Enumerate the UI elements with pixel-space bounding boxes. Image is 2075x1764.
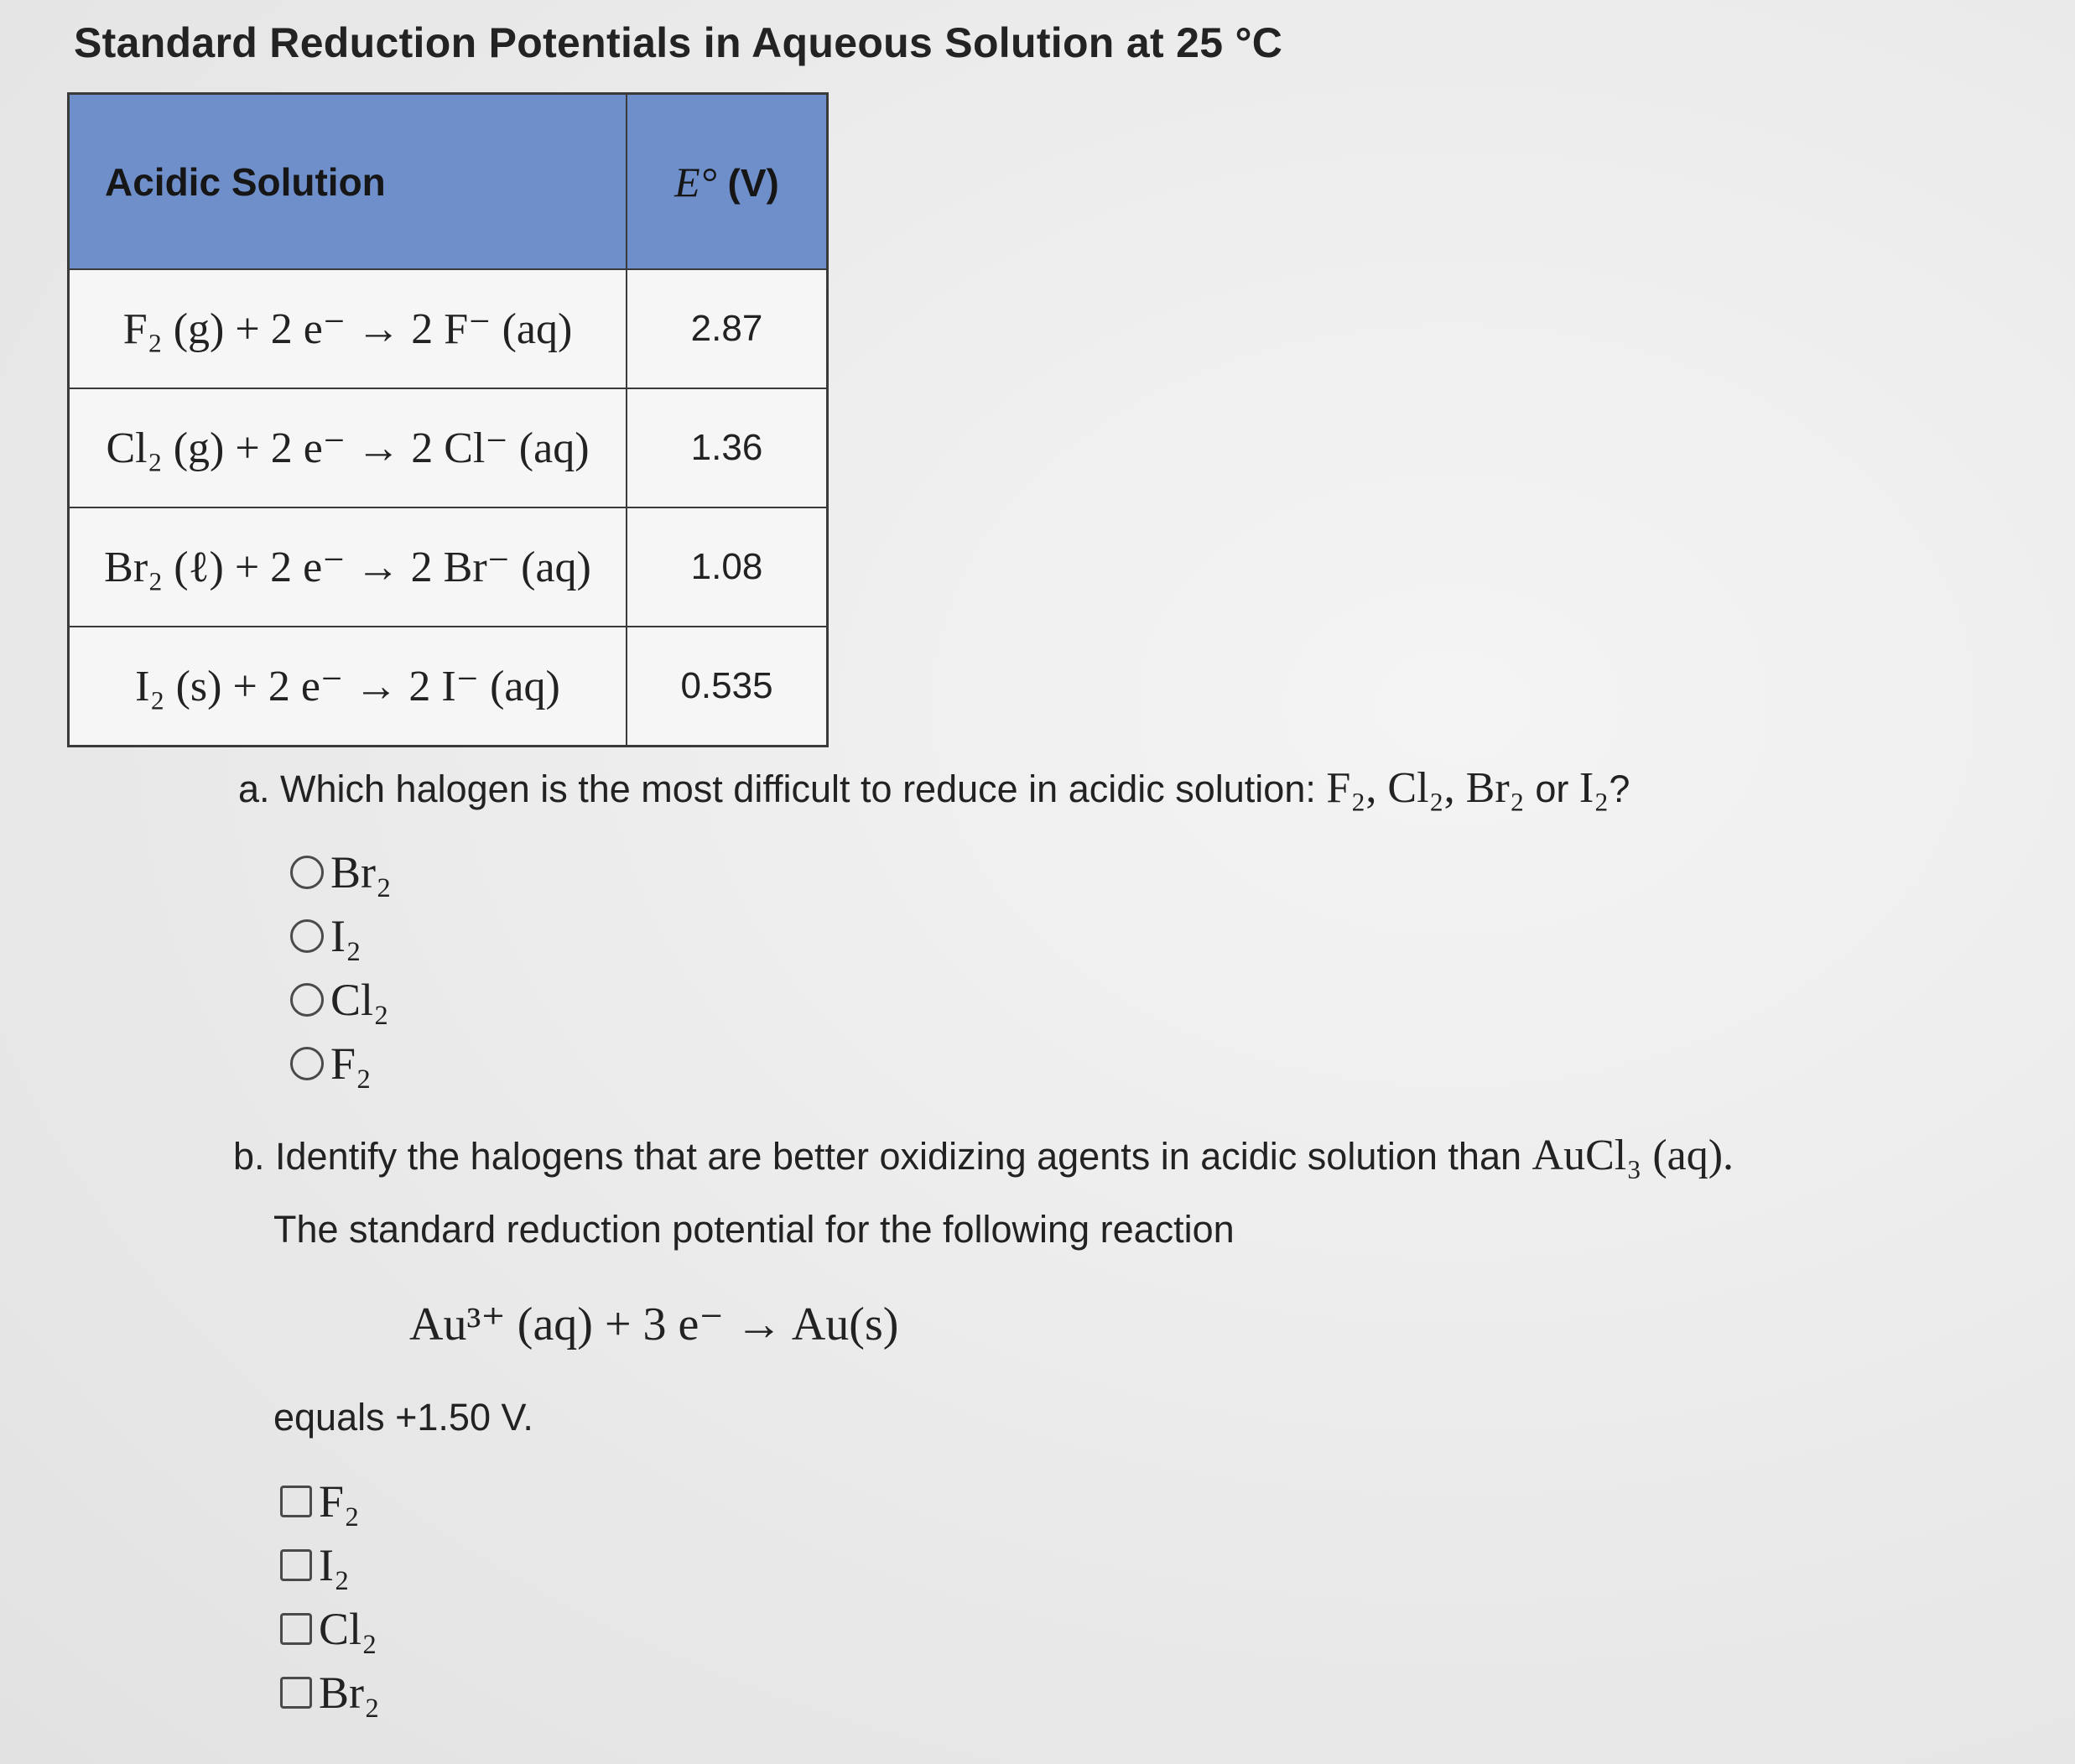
question-a-or: or: [1535, 768, 1569, 810]
question-b-options: [280, 1470, 380, 1725]
checkbox-option-f2[interactable]: [280, 1470, 380, 1533]
checkbox[interactable]: [280, 1677, 312, 1709]
checkbox[interactable]: [280, 1613, 312, 1645]
reaction-cell: Br₂ (ℓ) + 2 e⁻ → 2 Br⁻ (aq): [69, 507, 627, 627]
question-b-line2: The standard reduction potential for the following reaction: [273, 1208, 1235, 1251]
question-a-text: a. Which halogen is the most difficult to reduce in acidic solution:: [238, 768, 1316, 810]
reaction-cell: F₂ (g) + 2 e⁻ → 2 F⁻ (aq): [69, 269, 627, 388]
question-b-text: b. Identify the halogens that are better oxidizing agents in acidic solution than: [233, 1135, 1521, 1178]
page-title: Standard Reduction Potentials in Aqueous Solution at 25 °C: [74, 19, 1283, 66]
question-a-prompt: [238, 763, 1630, 813]
radio-option-br2[interactable]: [290, 840, 392, 904]
radio-option-i2[interactable]: [290, 904, 392, 968]
potential-cell: 1.36: [627, 388, 828, 507]
table-row: [69, 627, 828, 747]
header-acidic-solution: Acidic Solution: [69, 94, 627, 270]
e-standard-symbol: E°: [674, 158, 717, 206]
checkbox[interactable]: [280, 1486, 312, 1517]
question-b-compound: AuCl₃ (aq).: [1532, 1132, 1734, 1179]
reaction-cell: Cl₂ (g) + 2 e⁻ → 2 Cl⁻ (aq): [69, 388, 627, 507]
checkbox-option-i2[interactable]: [280, 1533, 380, 1597]
gold-reduction-reaction: Au³⁺ (aq) + 3 e⁻ → Au(s): [409, 1298, 899, 1350]
option-label: I₂: [319, 1540, 350, 1590]
potential-cell: 0.535: [627, 627, 828, 747]
checkbox-option-cl2[interactable]: [280, 1597, 380, 1661]
option-label: F₂: [319, 1476, 360, 1527]
e-unit-label: (V): [716, 160, 779, 205]
potential-cell: 1.08: [627, 507, 828, 627]
reaction-cell: I₂ (s) + 2 e⁻ → 2 I⁻ (aq): [69, 627, 627, 747]
radio-button[interactable]: [290, 1047, 324, 1080]
radio-button[interactable]: [290, 856, 324, 889]
radio-option-f2[interactable]: [290, 1032, 392, 1095]
question-b-equals: equals +1.50 V.: [273, 1396, 533, 1439]
option-label: Br₂: [319, 1668, 380, 1718]
reduction-potentials-table: [67, 92, 829, 747]
option-label: Cl₂: [330, 975, 389, 1025]
radio-button[interactable]: [290, 983, 324, 1017]
potential-cell: 2.87: [627, 269, 828, 388]
table-row: [69, 507, 828, 627]
question-a-choices-inline: F₂, Cl₂, Br₂: [1326, 764, 1525, 812]
question-a-last-choice: I₂: [1578, 764, 1610, 812]
radio-button[interactable]: [290, 919, 324, 953]
checkbox[interactable]: [280, 1549, 312, 1581]
table-row: [69, 388, 828, 507]
checkbox-option-br2[interactable]: [280, 1661, 380, 1725]
option-label: I₂: [330, 911, 361, 961]
header-e-volts: [627, 94, 828, 270]
question-a-options: [290, 840, 392, 1095]
table-row: [69, 269, 828, 388]
option-label: Br₂: [330, 847, 392, 898]
option-label: Cl₂: [319, 1604, 377, 1654]
radio-option-cl2[interactable]: [290, 968, 392, 1032]
question-a-qmark: ?: [1609, 768, 1630, 810]
question-b-prompt: [233, 1131, 1734, 1180]
table-header-row: [69, 94, 828, 270]
option-label: F₂: [330, 1038, 372, 1089]
